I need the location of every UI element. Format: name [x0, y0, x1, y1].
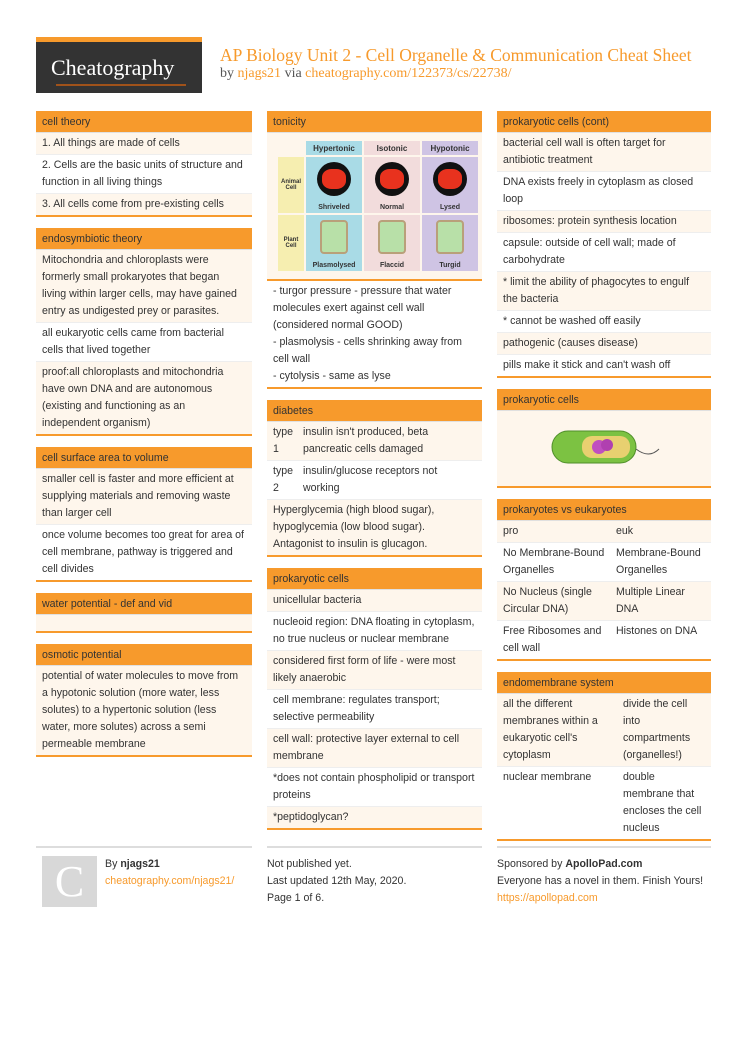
list-item: bacterial cell wall is often target for antibiotic treatment — [497, 133, 711, 172]
tonicity-cell — [422, 215, 478, 271]
author-link[interactable]: njags21 — [237, 66, 282, 81]
list-item: pathogenic (causes disease) — [497, 333, 711, 355]
cell-left: all the different membranes within a eukaryotic cell's cytoplasm — [503, 698, 598, 761]
cell-right: insulin/glucose receptors not working — [303, 465, 438, 494]
table-row — [497, 621, 711, 661]
list-item: all eukaryotic cells came from bacterial cells that lived together — [36, 323, 252, 362]
bacterium-diagram — [544, 419, 664, 475]
list-item: 2. Cells are the basic units of structure and function in all living things — [36, 155, 252, 194]
list-item: cell membrane: regulates transport; selective permeability — [267, 690, 482, 729]
tonicity-col-label: Isotonic — [364, 141, 420, 155]
section — [497, 389, 711, 488]
table-row — [497, 521, 711, 543]
list-item: capsule: outside of cell wall; made of carbohydrate — [497, 233, 711, 272]
section — [36, 593, 252, 633]
section — [267, 400, 482, 557]
author-profile-link[interactable]: cheatography.com/njags21/ — [105, 875, 235, 887]
cell-left: nuclear membrane — [503, 771, 592, 783]
section-header: prokaryotic cells — [497, 389, 711, 411]
list-item: Hyperglycemia (high blood sugar), hypoglycemia (low blood sugar). Antagonist to insulin is glucagon. — [267, 500, 482, 557]
section — [497, 111, 711, 378]
cell-right: Histones on DNA — [616, 625, 698, 637]
table-row — [497, 582, 711, 621]
section — [497, 672, 711, 841]
cell-right: Multiple Linear DNA — [616, 586, 685, 615]
plant-cell-icon — [320, 220, 348, 254]
column-2 — [267, 111, 482, 841]
list-item: considered first form of life - were most likely anaerobic — [267, 651, 482, 690]
tonicity-cell — [306, 215, 362, 271]
animal-cell-icon — [317, 162, 351, 196]
byline: by njags21 via cheatography.com/122373/cs/22738/ — [220, 66, 512, 81]
section — [497, 499, 711, 661]
cell-left: pro — [503, 525, 519, 537]
list-item: Mitochondria and chloroplasts were formerly small prokaryotes that began living within larger cells, may have gained entry as undigested prey or parasites. — [36, 250, 252, 323]
section-header: cell surface area to volume — [36, 447, 252, 469]
cell-left: No Membrane-Bound Organelles — [503, 547, 605, 576]
list-item: proof:all chloroplasts and mitochondria have own DNA and are autonomous (existing and functioning as an independent organism) — [36, 362, 252, 436]
cell-left: Free Ribosomes and cell wall — [503, 625, 602, 654]
tonicity-cell-label: Lysed — [440, 204, 460, 211]
footer-sponsor: Sponsored by ApolloPad.com Everyone has a novel in them. Finish Yours! https://apollopad.com — [497, 846, 711, 907]
tonicity-cell — [422, 157, 478, 213]
section-header: endomembrane system — [497, 672, 711, 694]
column-1 — [36, 111, 252, 768]
list-item: pills make it stick and can't wash off — [497, 355, 711, 378]
list-item: once volume becomes too great for area of cell membrane, pathway is triggered and cell divides — [36, 525, 252, 582]
list-item: smaller cell is faster and more efficient at supplying materials and removing waste than larger cell — [36, 469, 252, 525]
list-item: nucleoid region: DNA floating in cytoplasm, no true nucleus or nuclear membrane — [267, 612, 482, 651]
section-header: endosymbiotic theory — [36, 228, 252, 250]
list-item: * limit the ability of phagocytes to engulf the bacteria — [497, 272, 711, 311]
section — [267, 111, 482, 389]
list-item: potential of water molecules to move from a hypotonic solution (more water, less solutes) to a hypertonic solution (less water, more solutes) across a semi permeable membrane — [36, 666, 252, 757]
section-header: prokaryotic cells (cont) — [497, 111, 711, 133]
sheet-url-link[interactable]: cheatography.com/122373/cs/22738/ — [305, 66, 512, 81]
section-header: diabetes — [267, 400, 482, 422]
cell-right: double membrane that encloses the cell nucleus — [623, 771, 702, 834]
list-item: 1. All things are made of cells — [36, 133, 252, 155]
plant-cell-icon — [378, 220, 406, 254]
section-header: cell theory — [36, 111, 252, 133]
section — [36, 111, 252, 217]
tonicity-image — [267, 133, 482, 281]
tonicity-col-label: Hypertonic — [306, 141, 362, 155]
table-row — [267, 422, 482, 461]
page-title: AP Biology Unit 2 - Cell Organelle & Communication Cheat Sheet — [220, 45, 692, 65]
footer-author: By njags21 cheatography.com/njags21/ — [36, 846, 252, 890]
author-avatar: C — [42, 856, 97, 907]
tonicity-cell-label: Shriveled — [318, 204, 350, 211]
tonicity-col-label: Hypotonic — [422, 141, 478, 155]
list-item: unicellular bacteria — [267, 590, 482, 612]
list-item: - turgor pressure - pressure that water molecules exert against cell wall (considered normal GOOD) - plasmolysis - cells shrinking away from cell wall - cytolysis - same as lyse — [267, 281, 482, 389]
cell-right: Membrane-Bound Organelles — [616, 547, 701, 576]
list-item: * cannot be washed off easily — [497, 311, 711, 333]
tonicity-cell — [364, 157, 420, 213]
cell-right: euk — [616, 525, 634, 537]
table-row — [497, 694, 711, 767]
plant-cell-icon — [436, 220, 464, 254]
list-item: cell wall: protective layer external to cell membrane — [267, 729, 482, 768]
list-item: ribosomes: protein synthesis location — [497, 211, 711, 233]
cell-left: type 1 — [273, 426, 294, 455]
sponsor-link[interactable]: https://apollopad.com — [497, 892, 598, 904]
table-row — [267, 461, 482, 500]
section-header: water potential - def and vid — [36, 593, 252, 615]
section-header: tonicity — [267, 111, 482, 133]
list-item: *does not contain phospholipid or transport proteins — [267, 768, 482, 807]
tonicity-cell-label: Turgid — [439, 262, 461, 269]
animal-cell-icon — [375, 162, 409, 196]
list-item: 3. All cells come from pre-existing cells — [36, 194, 252, 217]
tonicity-row-label: Animal Cell — [278, 157, 304, 213]
bacterium-image — [497, 411, 711, 488]
column-3 — [497, 111, 711, 852]
section — [36, 447, 252, 582]
tonicity-cell-label: Flaccid — [379, 262, 405, 269]
cell-right: divide the cell into compartments (organelles!) — [623, 698, 691, 761]
section — [36, 228, 252, 436]
section-header: prokaryotic cells — [267, 568, 482, 590]
list-item: DNA exists freely in cytoplasm as closed loop — [497, 172, 711, 211]
table-row — [497, 767, 711, 841]
cheatography-logo[interactable]: Cheatography — [36, 37, 202, 93]
cell-left: No Nucleus (single Circular DNA) — [503, 586, 592, 615]
corner — [278, 141, 304, 155]
tonicity-cell — [364, 215, 420, 271]
cell-left: type 2 — [273, 465, 294, 494]
cell-right: insulin isn't produced, beta pancreatic cells damaged — [303, 426, 429, 455]
section-header: prokaryotes vs eukaryotes — [497, 499, 711, 521]
tonicity-row-label: Plant Cell — [278, 215, 304, 271]
section-header: osmotic potential — [36, 644, 252, 666]
tonicity-grid — [278, 141, 478, 271]
tonicity-cell-label: Normal — [379, 204, 405, 211]
tonicity-cell — [306, 157, 362, 213]
list-item: *peptidoglycan? — [267, 807, 482, 830]
animal-cell-icon — [433, 162, 467, 196]
empty-body — [36, 615, 252, 633]
table-row — [497, 543, 711, 582]
footer-status: Not published yet. Last updated 12th May, 2020. Page 1 of 6. — [267, 846, 482, 907]
tonicity-cell-label: Plasmolysed — [312, 262, 356, 269]
section — [36, 644, 252, 757]
section — [267, 568, 482, 830]
